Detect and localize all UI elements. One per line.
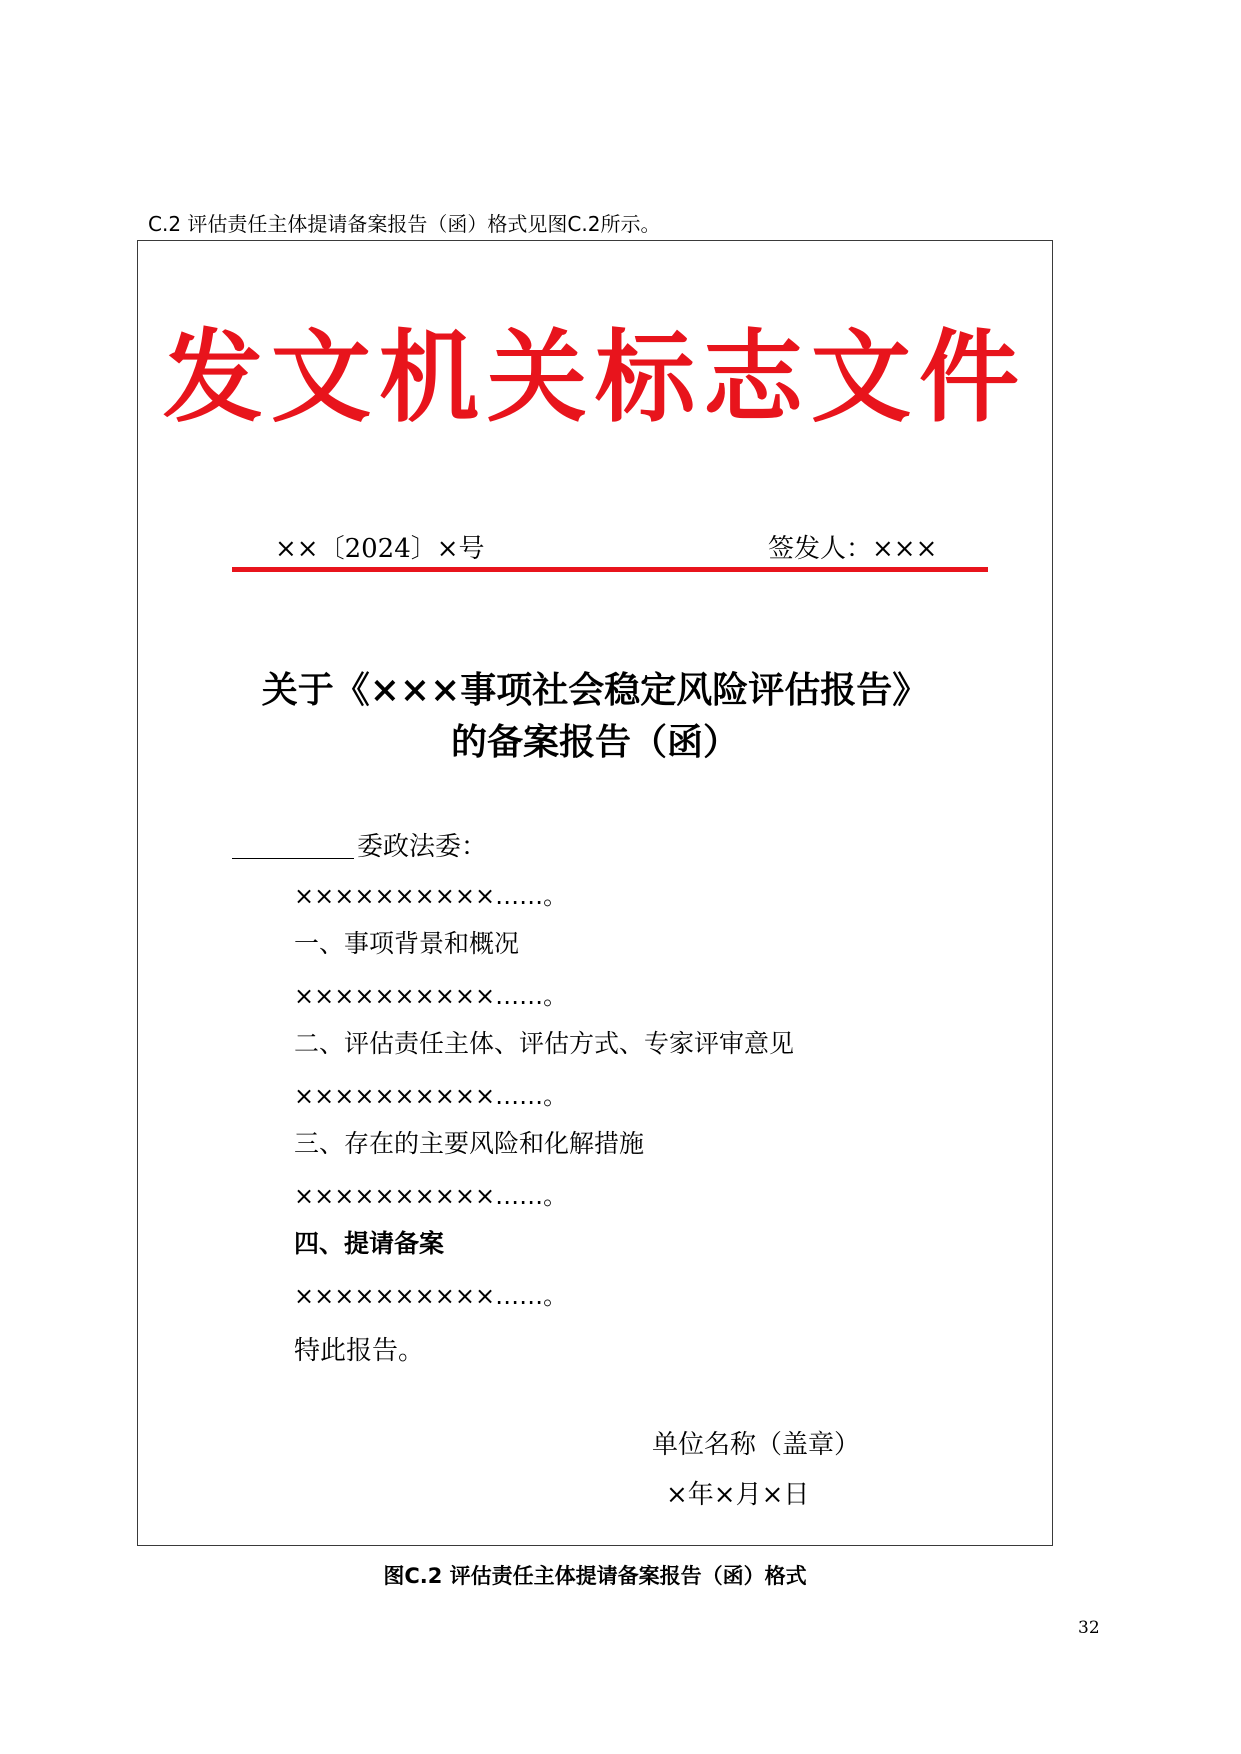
recipient-blank-line xyxy=(232,858,354,859)
document-title-line-1: 关于《×××事项社会稳定风险评估报告》 xyxy=(261,669,929,711)
red-separator-line xyxy=(232,567,988,572)
placeholder-line: ××××××××××……。 xyxy=(294,1282,568,1310)
doc-number: ××〔2024〕×号 xyxy=(275,534,485,564)
section-heading-3: 三、存在的主要风险和化解措施 xyxy=(294,1129,645,1158)
page-number: 32 xyxy=(1078,1618,1100,1638)
section-heading-4: 四、提请备案 xyxy=(294,1229,445,1258)
signer: 签发人：××× xyxy=(768,534,938,564)
document-title-line-2: 的备案报告（函） xyxy=(450,721,739,763)
intro-text: C.2 评估责任主体提请备案报告（函）格式见图C.2所示。 xyxy=(148,212,661,236)
section-heading-2: 二、评估责任主体、评估方式、专家评审意见 xyxy=(294,1029,795,1058)
closing-text: 特此报告。 xyxy=(294,1336,425,1366)
placeholder-line: ××××××××××……。 xyxy=(294,982,568,1010)
figure-caption: 图C.2 评估责任主体提请备案报告（函）格式 xyxy=(383,1564,807,1588)
placeholder-line: ××××××××××……。 xyxy=(294,1182,568,1210)
placeholder-line: ××××××××××……。 xyxy=(294,1082,568,1110)
section-heading-1: 一、事项背景和概况 xyxy=(294,929,520,958)
date-line: ×年×月×日 xyxy=(666,1480,810,1510)
recipient: 委政法委： xyxy=(357,832,488,862)
unit-name-seal: 单位名称（盖章） xyxy=(652,1430,861,1460)
masthead: 发文机关标志文件 xyxy=(163,318,1027,436)
placeholder-line: ××××××××××……。 xyxy=(294,882,568,910)
